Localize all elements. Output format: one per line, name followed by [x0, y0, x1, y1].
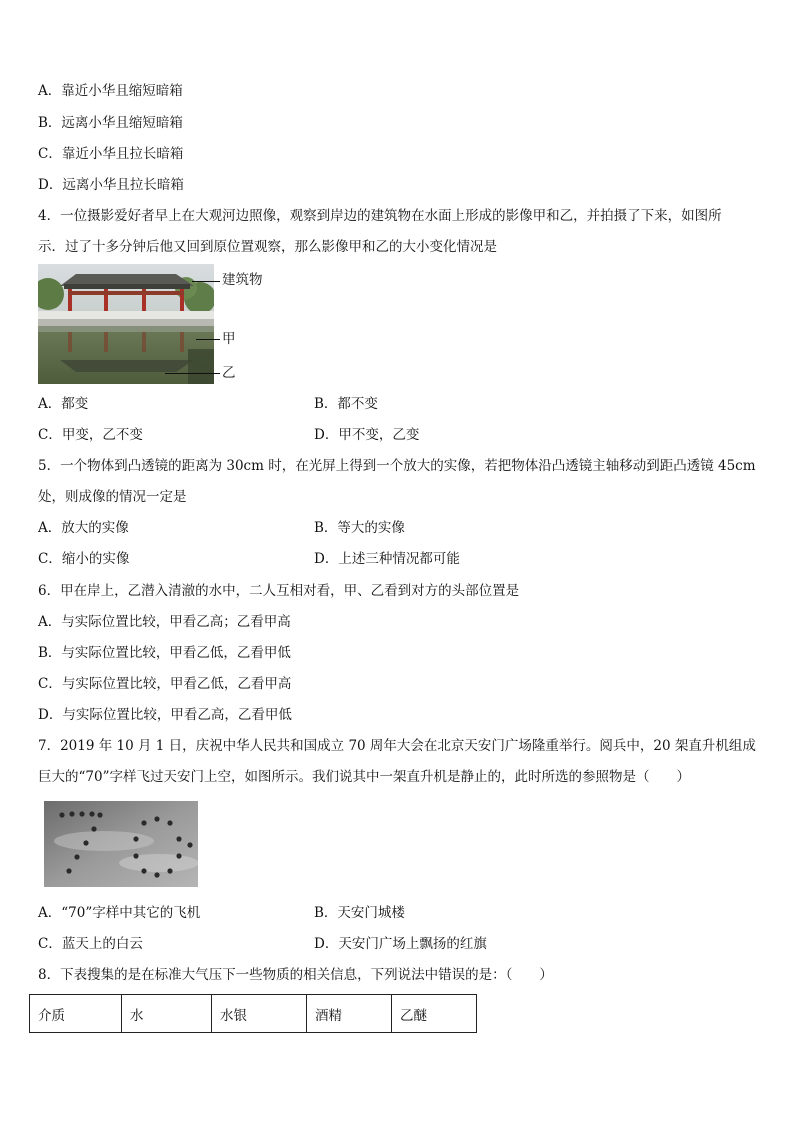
- q4-option-a: A．都变: [38, 396, 89, 412]
- q7-option-b: B．天安门城楼: [314, 905, 405, 921]
- q5-stem-line2: 处，则成像的情况一定是: [38, 489, 187, 505]
- q3-option-a: A．靠近小华且缩短暗箱: [38, 83, 183, 99]
- q7-option-d: D．天安门广场上飘扬的红旗: [314, 936, 487, 952]
- q5-option-c: C．缩小的实像: [38, 551, 130, 567]
- q4-stem-line1: 4．一位摄影爱好者早上在大观河边照像，观察到岸边的建筑物在水面上形成的影像甲和乙，并拍摄了下来，如图所: [38, 208, 722, 224]
- q4-option-d: D．甲不变，乙变: [314, 427, 420, 443]
- q5-option-d: D．上述三种情况都可能: [314, 551, 460, 567]
- q3-option-d: D．远离小华且拉长暗箱: [38, 177, 184, 193]
- yi-leader-line: [165, 373, 220, 374]
- q7-stem-line2: 巨大的“70”字样飞过天安门上空，如图所示。我们说其中一架直升机是静止的，此时所选的参照物是（ ）: [38, 769, 690, 785]
- q5-stem-line1: 5．一个物体到凸透镜的距离为 30cm 时，在光屏上得到一个放大的实像，若把物体沿凸透镜主轴移动到距凸透镜 45cm: [38, 458, 756, 474]
- helicopter-formation-photo: [44, 801, 198, 887]
- label-jia: 甲: [222, 331, 236, 347]
- q5-option-a: A．放大的实像: [38, 520, 129, 536]
- label-building: 建筑物: [222, 272, 263, 288]
- q4-option-c: C．甲变，乙不变: [38, 427, 143, 443]
- table-header-cell: 乙醚: [392, 995, 477, 1033]
- table-header-cell: 介质: [30, 995, 122, 1033]
- q6-option-a: A．与实际位置比较，甲看乙高；乙看甲高: [38, 614, 291, 630]
- q3-option-c: C．靠近小华且拉长暗箱: [38, 146, 184, 162]
- q6-option-c: C．与实际位置比较，甲看乙低，乙看甲高: [38, 676, 292, 692]
- label-yi: 乙: [222, 365, 236, 381]
- q7-stem-line1: 7．2019 年 10 月 1 日，庆祝中华人民共和国成立 70 周年大会在北京天安门广场隆重举行。阅兵中，20 架直升机组成: [38, 738, 756, 754]
- jia-leader-line: [196, 339, 220, 340]
- q8-stem: 8．下表搜集的是在标准大气压下一些物质的相关信息，下列说法中错误的是：（ ）: [38, 967, 553, 983]
- q7-option-c: C．蓝天上的白云: [38, 936, 143, 952]
- building-leader-line: [192, 281, 220, 282]
- q3-option-b: B．远离小华且缩短暗箱: [38, 115, 183, 131]
- q6-option-b: B．与实际位置比较，甲看乙低，乙看甲低: [38, 645, 291, 661]
- q4-option-b: B．都不变: [314, 396, 378, 412]
- table-header-cell: 水: [122, 995, 212, 1033]
- q4-stem-line2: 示．过了十多分钟后他又回到原位置观察，那么影像甲和乙的大小变化情况是: [38, 239, 497, 255]
- table-row: [30, 995, 477, 1033]
- table-header-cell: 酒精: [307, 995, 392, 1033]
- q5-option-b: B．等大的实像: [314, 520, 405, 536]
- q7-option-a: A．“70”字样中其它的飞机: [38, 905, 201, 921]
- table-header-cell: 水银: [212, 995, 307, 1033]
- q6-option-d: D．与实际位置比较，甲看乙高，乙看甲低: [38, 707, 292, 723]
- substance-properties-table: [29, 994, 477, 1033]
- pavilion-reflection-photo: [38, 264, 214, 384]
- q6-stem: 6．甲在岸上，乙潜入清澈的水中，二人互相对看，甲、乙看到对方的头部位置是: [38, 583, 520, 599]
